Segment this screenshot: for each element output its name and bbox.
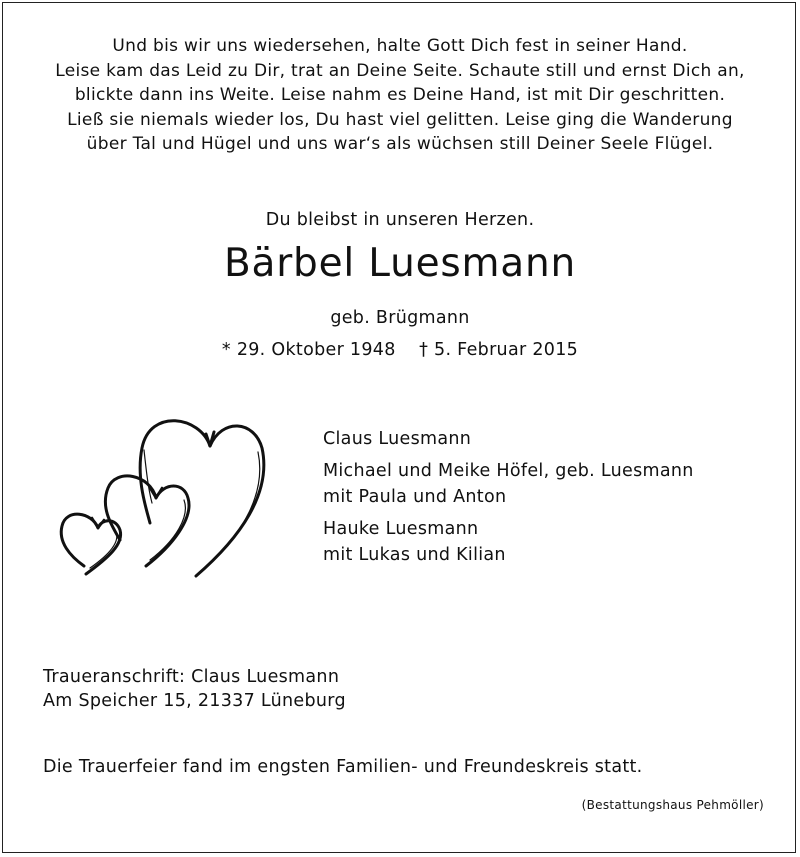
poem-line: blickte dann ins Weite. Leise nahm es Deine Hand, ist mit Dir geschritten. xyxy=(74,85,726,105)
address-line: Am Speicher 15, 21337 Lüneburg xyxy=(43,691,346,711)
three-hearts-icon xyxy=(50,398,280,598)
survivor-group xyxy=(323,458,694,510)
survivor-line: Michael und Meike Höfel, geb. Luesmann xyxy=(323,461,694,481)
tagline: Du bleibst in unseren Herzen. xyxy=(265,210,535,230)
survivor-line: mit Lukas und Kilian xyxy=(323,545,506,565)
address-line: Traueranschrift: Claus Luesmann xyxy=(43,667,340,687)
deceased-name: Bärbel Luesmann xyxy=(223,241,577,286)
poem-line: über Tal und Hügel und uns war‘s als wüchsen still Deiner Seele Flügel. xyxy=(86,134,714,154)
mourning-address xyxy=(43,665,346,713)
maiden-name: geb. Brügmann xyxy=(330,308,470,328)
poem-line: Leise kam das Leid zu Dir, trat an Deine Seite. Schaute still und ernst Dich an, xyxy=(55,60,745,81)
survivor-line: mit Paula und Anton xyxy=(323,487,507,507)
funeral-home-credit: (Bestattungshaus Pehmöller) xyxy=(581,798,764,812)
poem-line: Ließ sie niemals wieder los, Du hast viel gelitten. Leise ging die Wanderung xyxy=(67,109,733,130)
survivor-line: Claus Luesmann xyxy=(323,429,472,449)
life-dates: * 29. Oktober 1948 † 5. Februar 2015 xyxy=(221,340,579,360)
survivor-group xyxy=(323,516,694,568)
poem-line: Und bis wir uns wiedersehen, halte Gott Dich fest in seiner Hand. xyxy=(112,36,688,56)
survivor-line: Hauke Luesmann xyxy=(323,519,479,539)
survivors-list xyxy=(323,426,694,574)
survivor-group xyxy=(323,426,694,452)
ceremony-note: Die Trauerfeier fand im engsten Familien- und Freundeskreis statt. xyxy=(43,757,643,777)
poem xyxy=(0,34,800,157)
